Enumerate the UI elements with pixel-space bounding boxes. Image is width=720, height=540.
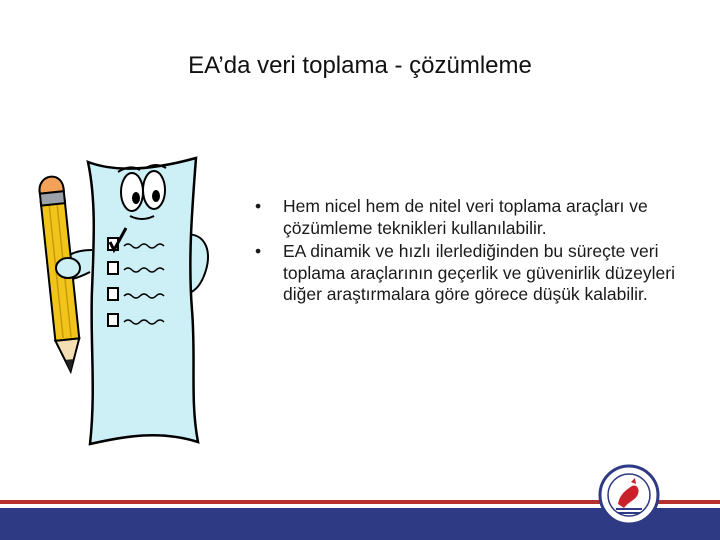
bullet-list <box>255 196 675 308</box>
university-seal-icon <box>598 464 660 526</box>
checklist-character-icon <box>30 150 230 450</box>
bullet-item <box>255 196 675 239</box>
bullet-dot-icon: • <box>255 241 262 261</box>
slide-title: EA’da veri toplama - çözümleme <box>188 52 532 79</box>
bullet-text: EA dinamik ve hızlı ilerlediğinden bu süreçte veri toplama araçlarının geçerlik ve güvenirlik düzeyleri diğer araştırmalara göre görece düşük kalabilir. <box>283 241 675 304</box>
bullet-dot-icon: • <box>255 196 262 216</box>
bullet-text: Hem nicel hem de nitel veri toplama araçları ve çözümleme teknikleri kullanılabilir. <box>283 196 648 238</box>
bullet-item <box>255 241 675 306</box>
